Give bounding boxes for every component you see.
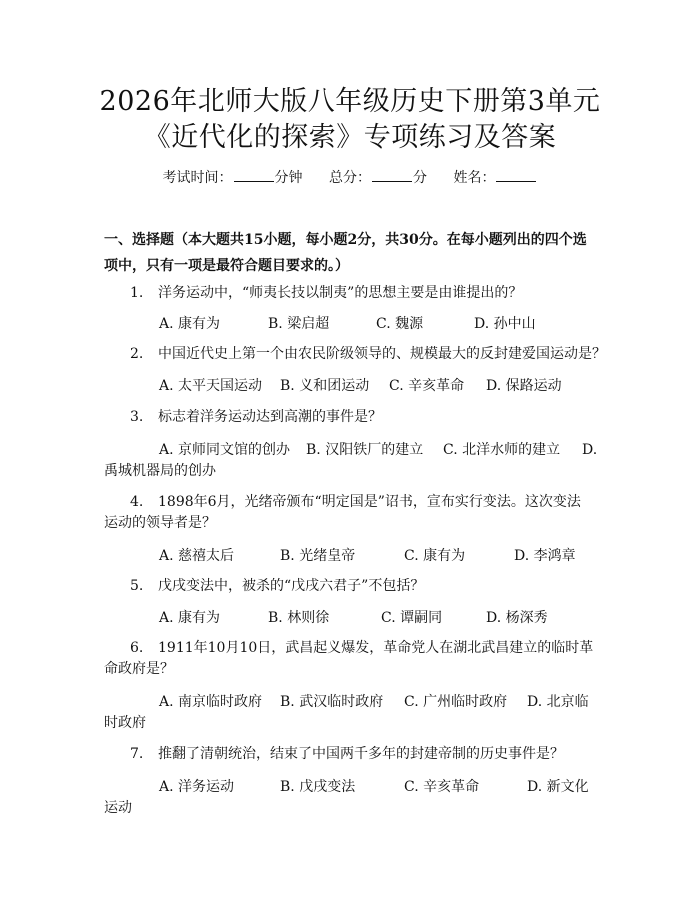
q5-option-a[interactable]: A. 康有为 xyxy=(159,610,221,626)
question-number: 5. xyxy=(130,578,144,594)
q7-option-d[interactable]: D. 新文化 xyxy=(527,779,589,795)
exam-score xyxy=(329,170,427,186)
time-unit: 分钟 xyxy=(274,170,303,186)
q1-option-c[interactable]: C. 魏源 xyxy=(376,316,424,332)
question-4 xyxy=(130,492,581,512)
section-heading xyxy=(104,227,604,279)
question-number: 6. xyxy=(130,640,144,656)
question-text: 戊戌变法中，被杀的“戊戌六君子”不包括？ xyxy=(158,578,425,594)
q1-option-d[interactable]: D. 孙中山 xyxy=(474,316,536,332)
question-number: 7. xyxy=(130,746,144,762)
question-text: 洋务运动中，“师夷长技以制夷”的思想主要是由谁提出的？ xyxy=(158,285,523,301)
exam-time xyxy=(163,170,303,186)
q1-option-a[interactable]: A. 康有为 xyxy=(159,316,221,332)
q4-option-c[interactable]: C. 康有为 xyxy=(404,548,466,564)
question-text: 中国近代史上第一个由农民阶级领导的、规模最大的反封建爱国运动是？ xyxy=(158,346,606,362)
question-7 xyxy=(130,744,564,764)
question-6-wrap: 命政府是？ xyxy=(104,661,174,677)
question-text: 标志着洋务运动达到高潮的事件是？ xyxy=(158,409,382,425)
q7-option-c[interactable]: C. 辛亥革命 xyxy=(404,779,480,795)
q3-option-c[interactable]: C. 北洋水师的建立 xyxy=(443,442,561,458)
q7-option-d-wrap[interactable]: 运动 xyxy=(104,800,132,816)
score-label: 总分： xyxy=(329,170,371,186)
q6-option-a[interactable]: A. 南京临时政府 xyxy=(159,694,263,710)
question-number: 1. xyxy=(130,285,144,301)
title-line-1: 2026年北师大版八年级历史下册第3单元 xyxy=(99,86,601,117)
q2-option-b[interactable]: B. 义和团运动 xyxy=(280,378,370,394)
q6-option-d[interactable]: D. 北京临 xyxy=(527,694,589,710)
q2-option-a[interactable]: A. 太平天国运动 xyxy=(159,378,263,394)
question-3 xyxy=(130,407,382,427)
question-number: 4. xyxy=(130,494,144,510)
q4-option-a[interactable]: A. 慈禧太后 xyxy=(159,548,235,564)
q4-option-b[interactable]: B. 光绪皇帝 xyxy=(280,548,356,564)
score-unit: 分 xyxy=(413,170,427,186)
question-number: 2. xyxy=(130,346,144,362)
section-heading-line-2: 项中，只有一项是最符合题目要求的。） xyxy=(104,258,349,274)
time-blank[interactable] xyxy=(234,169,274,182)
q5-option-b[interactable]: B. 林则徐 xyxy=(268,610,330,626)
title-line-2: 《近代化的探索》专项练习及答案 xyxy=(143,122,557,153)
time-label: 考试时间： xyxy=(162,170,233,186)
question-text: 推翻了清朝统治，结束了中国两千多年的封建帝制的历史事件是？ xyxy=(158,746,564,762)
question-5 xyxy=(130,576,424,596)
q7-option-a[interactable]: A. 洋务运动 xyxy=(159,779,235,795)
name-blank[interactable] xyxy=(496,169,536,182)
question-6 xyxy=(130,638,593,658)
question-2 xyxy=(130,344,606,364)
question-1 xyxy=(130,283,522,303)
section-heading-line-1: 一、选择题（本大题共15小题，每小题2分，共30分。在每小题列出的四个选 xyxy=(104,232,587,248)
q2-option-c[interactable]: C. 辛亥革命 xyxy=(389,378,465,394)
q2-option-d[interactable]: D. 保路运动 xyxy=(486,378,562,394)
q1-option-b[interactable]: B. 梁启超 xyxy=(268,316,330,332)
student-name xyxy=(453,170,537,186)
question-number: 3. xyxy=(130,409,144,425)
q6-option-b[interactable]: B. 武汉临时政府 xyxy=(280,694,384,710)
q6-option-d-wrap[interactable]: 时政府 xyxy=(104,715,146,731)
q4-option-d[interactable]: D. 李鸿章 xyxy=(514,548,576,564)
name-label: 姓名： xyxy=(453,170,496,186)
q6-option-c[interactable]: C. 广州临时政府 xyxy=(404,694,508,710)
score-blank[interactable] xyxy=(372,169,412,182)
q5-option-c[interactable]: C. 谭嗣同 xyxy=(381,610,443,626)
question-text: 1911年10月10日，武昌起义爆发，革命党人在湖北武昌建立的临时革 xyxy=(158,640,594,656)
question-text: 1898年6月，光绪帝颁布“明定国是”诏书，宣布实行变法。这次变法 xyxy=(158,494,581,510)
question-4-wrap: 运动的领导者是？ xyxy=(104,515,216,531)
exam-meta xyxy=(0,168,700,188)
q7-option-b[interactable]: B. 戊戌变法 xyxy=(280,779,356,795)
q3-option-a[interactable]: A. 京师同文馆的创办 xyxy=(159,442,291,458)
q3-option-d[interactable]: D. xyxy=(582,442,598,458)
q5-option-d[interactable]: D. 杨深秀 xyxy=(486,610,548,626)
q3-option-d-wrap[interactable]: 禹城机器局的创办 xyxy=(104,463,216,479)
q3-option-b[interactable]: B. 汉阳铁厂的建立 xyxy=(306,442,424,458)
